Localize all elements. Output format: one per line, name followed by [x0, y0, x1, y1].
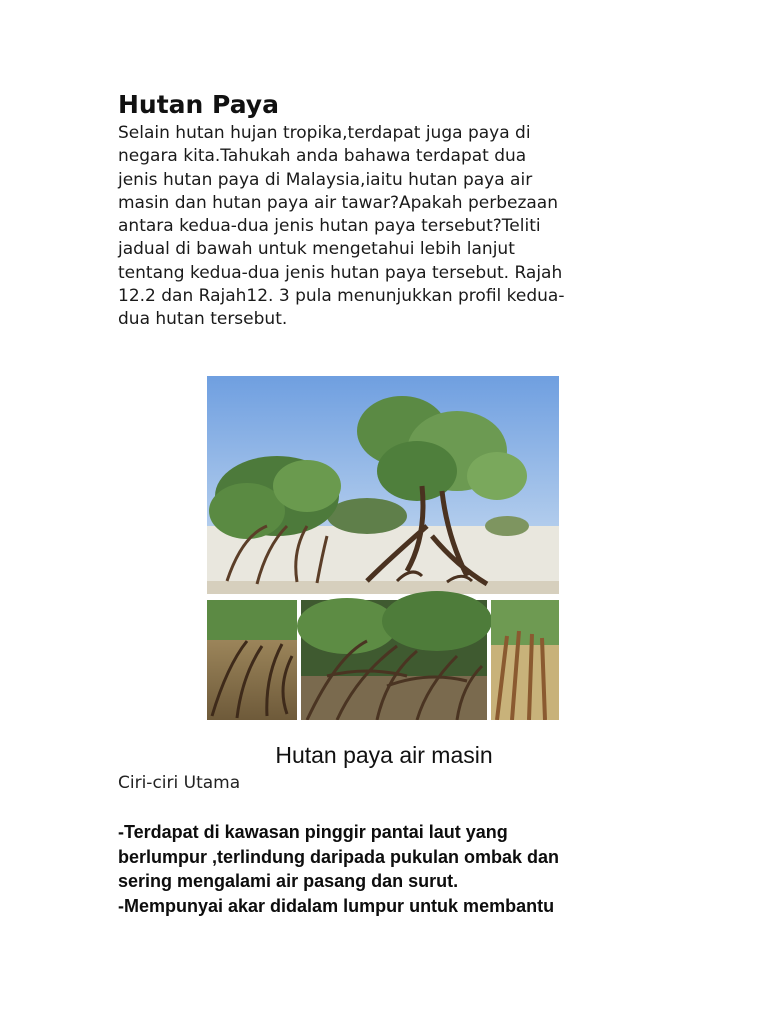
- intro-line: jadual di bawah untuk mengetahui lebih lanjut: [118, 239, 515, 260]
- feature-line: -Terdapat di kawasan pinggir pantai laut yang: [118, 822, 508, 842]
- intro-line: tentang kedua-dua jenis hutan paya tersebut. Rajah: [118, 262, 563, 283]
- main-features-heading: Ciri-ciri Utama: [118, 773, 241, 793]
- page-title: Hutan Paya: [118, 90, 279, 119]
- feature-line: sering mengalami air pasang dan surut.: [118, 871, 459, 891]
- intro-paragraph: [118, 122, 658, 332]
- intro-line: Selain hutan hujan tropika,terdapat juga paya di: [118, 123, 531, 143]
- mangrove-main-photo: [207, 376, 559, 594]
- intro-line: negara kita.Tahukah anda bahawa terdapat dua: [118, 146, 527, 167]
- mangrove-roots-photo-right: [491, 600, 559, 720]
- intro-line: masin dan hutan paya air tawar?Apakah perbezaan: [118, 192, 558, 213]
- intro-line: dua hutan tersebut.: [118, 309, 288, 330]
- mangrove-photo-collage: [207, 376, 559, 720]
- mangrove-roots-photo-middle: [297, 591, 492, 720]
- section-title: Hutan paya air masin: [275, 742, 493, 768]
- feature-line: -Mempunyai akar didalam lumpur untuk membantu: [118, 895, 555, 916]
- feature-line: berlumpur ,terlindung daripada pukulan ombak dan: [118, 846, 560, 867]
- intro-line: antara kedua-dua jenis hutan paya tersebut?Teliti: [118, 216, 541, 237]
- feature-list: [118, 820, 678, 918]
- intro-line: jenis hutan paya di Malaysia,iaitu hutan paya air: [118, 169, 533, 190]
- mangrove-roots-photo-left: [207, 600, 297, 720]
- intro-line: 12.2 dan Rajah12. 3 pula menunjukkan profil kedua-: [118, 286, 565, 307]
